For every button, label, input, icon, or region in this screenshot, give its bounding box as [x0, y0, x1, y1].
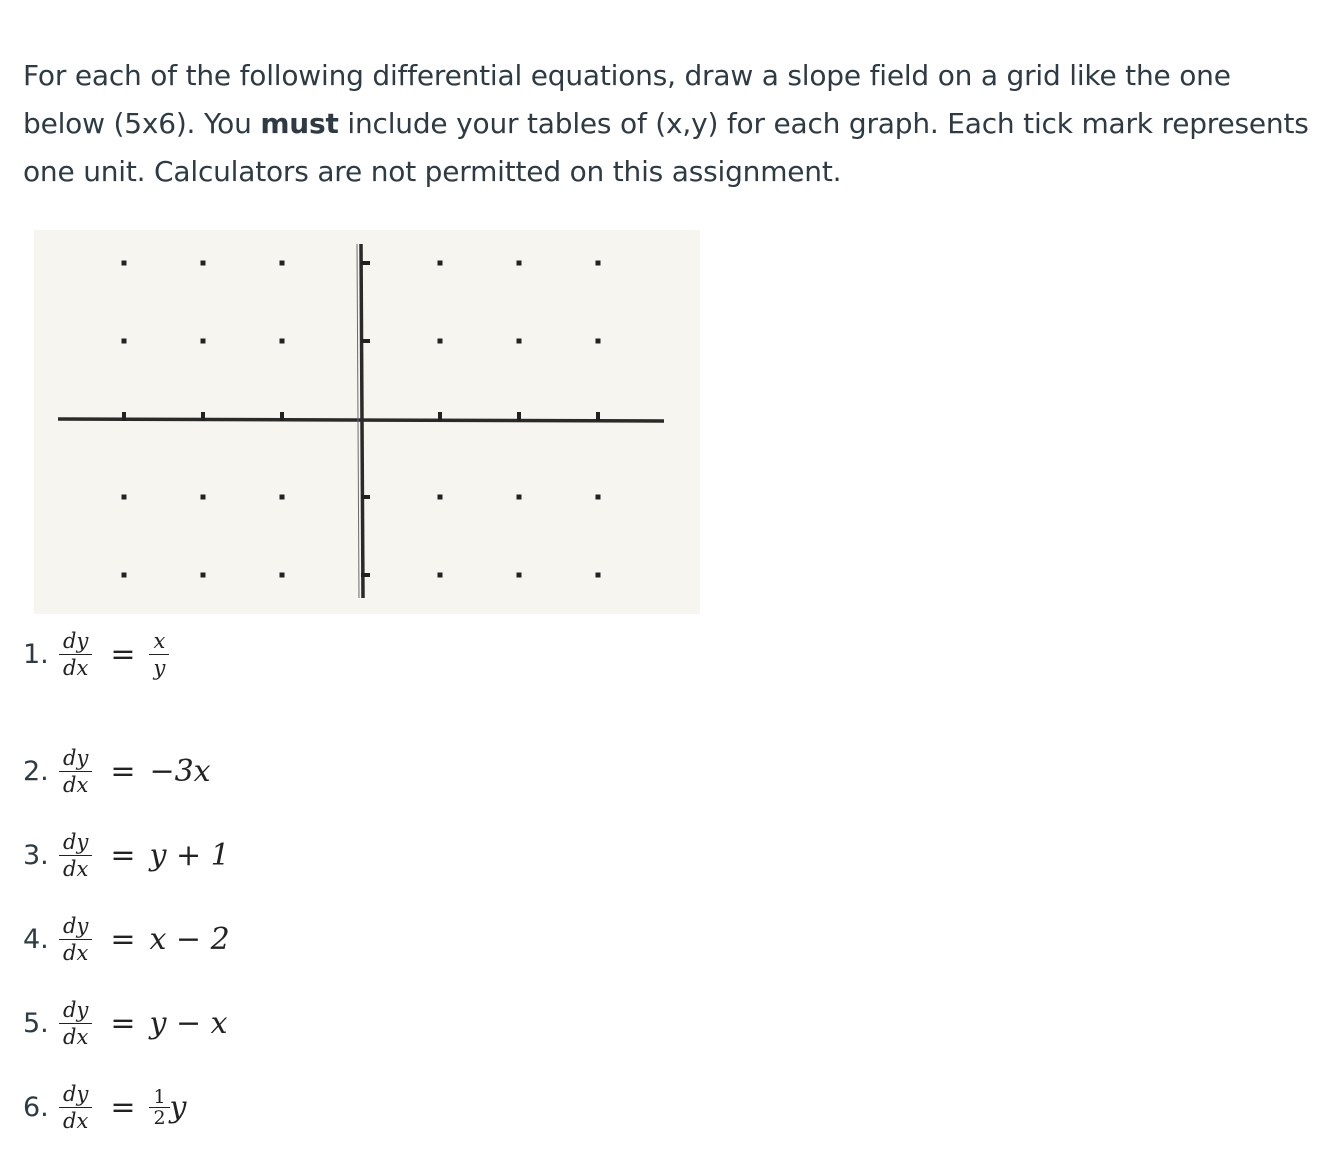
grid-dot: [517, 339, 522, 344]
grid-svg: [34, 230, 700, 614]
grid-dot: [438, 495, 443, 500]
equals-sign: =: [110, 921, 136, 957]
instructions-text-2: include your tables of (x,y) for each graph. Each tick mark represents one unit. Calculators are not permitted on this assignment.: [23, 107, 1309, 188]
equation-4: [23, 909, 230, 969]
denominator: dx: [63, 856, 89, 881]
numerator: dy: [59, 745, 92, 772]
x-axis-tick: [122, 412, 126, 421]
equation-number: 3.: [23, 839, 49, 871]
numerator: dy: [59, 829, 92, 856]
equals-sign: =: [110, 837, 136, 873]
grid-dot: [438, 573, 443, 578]
rhs-expression: y + 1: [149, 837, 230, 873]
x-axis-tick: [201, 412, 205, 421]
dy-dx-fraction: [59, 745, 92, 798]
grid-dot: [122, 573, 127, 578]
equation-number: 2.: [23, 755, 49, 787]
grid-dot: [122, 261, 127, 266]
grid-dot: [517, 495, 522, 500]
denominator: y: [153, 655, 166, 680]
rhs-expression: x − 2: [149, 921, 230, 957]
rhs-expression: −3x: [149, 753, 211, 789]
numerator: 1: [149, 1087, 169, 1108]
y-axis-tick: [361, 339, 370, 343]
denominator: dx: [63, 655, 89, 680]
denominator: dx: [63, 772, 89, 797]
denominator: 2: [153, 1106, 166, 1129]
denominator: dx: [63, 1024, 89, 1049]
equals-sign: =: [110, 1005, 136, 1041]
y-axis-tick: [361, 573, 370, 577]
equals-sign: =: [110, 636, 136, 672]
grid-dot: [201, 339, 206, 344]
equation-number: 5.: [23, 1007, 49, 1039]
grid-dot: [517, 573, 522, 578]
equation-2: [23, 741, 211, 801]
grid-dot: [517, 261, 522, 266]
y-axis-tick: [361, 495, 370, 499]
x-axis-tick: [596, 412, 600, 421]
equation-number: 1.: [23, 638, 49, 670]
rhs-fraction: [149, 628, 169, 681]
grid-dot: [280, 261, 285, 266]
dy-dx-fraction: [59, 997, 92, 1050]
numerator: x: [149, 628, 169, 655]
rhs-expression: y: [169, 1089, 187, 1125]
grid-dot: [201, 495, 206, 500]
numerator: dy: [59, 997, 92, 1024]
denominator: dx: [63, 1108, 89, 1133]
dy-dx-fraction: [59, 913, 92, 966]
instructions-text-1: For each of the following differential equations, draw a slope field on a grid like the one below (5x6). You: [23, 59, 1231, 140]
equation-number: 6.: [23, 1091, 49, 1123]
y-axis: [361, 244, 363, 598]
grid-dot: [438, 261, 443, 266]
grid-dot: [280, 339, 285, 344]
numerator: dy: [59, 628, 92, 655]
x-axis-tick: [280, 412, 284, 421]
dy-dx-fraction: [59, 1081, 92, 1134]
equation-5: [23, 993, 228, 1053]
equals-sign: =: [110, 1089, 136, 1125]
grid-dot: [122, 339, 127, 344]
equation-3: [23, 825, 230, 885]
y-axis-tick: [361, 261, 370, 265]
rhs-expression: y − x: [149, 1005, 228, 1041]
denominator: dx: [63, 940, 89, 965]
dy-dx-fraction: [59, 628, 92, 681]
equation-number: 4.: [23, 923, 49, 955]
equation-1: [23, 624, 169, 684]
numerator: dy: [59, 913, 92, 940]
instructions-emphasis: must: [260, 107, 339, 140]
grid-dot: [280, 495, 285, 500]
one-half-fraction: [149, 1087, 169, 1128]
grid-dot: [596, 339, 601, 344]
x-axis-tick: [517, 412, 521, 421]
grid-dot: [122, 495, 127, 500]
x-axis-tick: [438, 412, 442, 421]
slope-field-grid-figure: [34, 230, 700, 614]
grid-dot: [596, 261, 601, 266]
dy-dx-fraction: [59, 829, 92, 882]
grid-dot: [596, 495, 601, 500]
instructions-paragraph: [23, 52, 1313, 196]
numerator: dy: [59, 1081, 92, 1108]
grid-dot: [201, 573, 206, 578]
grid-dot: [280, 573, 285, 578]
grid-dot: [438, 339, 443, 344]
grid-dot: [201, 261, 206, 266]
equals-sign: =: [110, 753, 136, 789]
grid-dot: [596, 573, 601, 578]
equation-6: [23, 1077, 187, 1137]
